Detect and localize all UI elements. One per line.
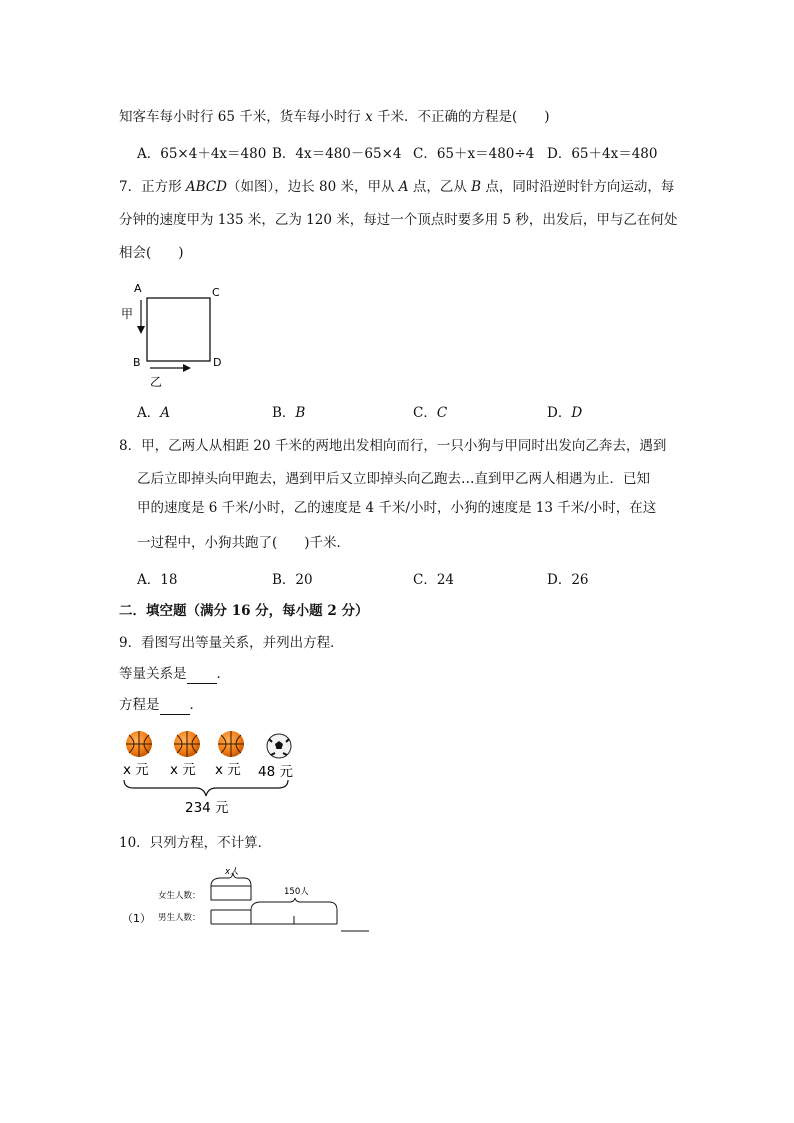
q6-option-c[interactable]: C．65＋x＝480÷4	[413, 146, 535, 162]
q9-line-3	[119, 696, 203, 715]
q7-option-d[interactable]	[547, 404, 582, 422]
q7-text-d: 点，同时沿逆时针方向运动，每	[481, 179, 675, 195]
q7-line-1	[119, 178, 674, 196]
q9-line-2	[119, 665, 230, 684]
q9-relation-label: 等量关系是	[119, 666, 187, 682]
q6-option-a[interactable]: A．65×4＋4x＝480	[137, 146, 267, 162]
q8-option-a[interactable]: A．18	[137, 572, 178, 588]
q8-option-d[interactable]: D．26	[547, 572, 589, 588]
q7-option-d-value: D	[571, 405, 583, 421]
label-A: A	[134, 282, 142, 295]
q9-equation-blank[interactable]	[160, 696, 190, 715]
q6-stem	[119, 108, 550, 126]
label-boys: 男生人数：	[158, 913, 201, 923]
label-x-people: x人	[225, 867, 239, 877]
q7-option-a-value: A	[160, 405, 170, 421]
q6-stem-text-b: 千米．不正确的方程是( )	[372, 109, 550, 125]
basketball-icon	[218, 731, 244, 757]
q7-square-figure	[115, 278, 235, 398]
q8-line-4: 一过程中，小狗共跑了( )千米．	[137, 535, 351, 551]
q7-option-b-prefix: B．	[272, 405, 296, 421]
q9-equation-end: ．	[189, 697, 203, 713]
q7-text-B: B	[471, 179, 482, 195]
q6-stem-var: x	[365, 109, 373, 125]
q9-equation-label: 方程是	[119, 697, 160, 713]
q8-line-2: 乙后立即掉头向甲跑去，遇到甲后又立即掉头向乙跑去…直到甲乙两人相遇为止．已知	[137, 471, 650, 487]
q10-bar-figure	[118, 860, 378, 935]
arrow-right-head-icon	[183, 364, 191, 372]
q7-text-A: A	[398, 179, 409, 195]
q8-line-3: 甲的速度是 6 千米/小时，乙的速度是 4 千米/小时，小狗的速度是 13 千米/小时，在这	[137, 500, 657, 516]
q7-text-a: 7．正方形	[119, 179, 186, 195]
q7-line-2: 分钟的速度甲为 135 米，乙为 120 米，每过一个顶点时要多用 5 秒，出发后，甲与乙在何处	[119, 212, 678, 228]
q9-line-1: 9．看图写出等量关系，并列出方程．	[119, 635, 344, 651]
q8-line-1: 8．甲，乙两人从相距 20 千米的两地出发相向而行，一只小狗与甲同时出发向乙奔去，遇到	[119, 438, 667, 454]
basketball-icon	[126, 731, 152, 757]
q8-option-c[interactable]: C．24	[413, 572, 455, 588]
label-150-people: 150人	[284, 887, 309, 897]
q7-text-c: 点，乙从	[408, 179, 472, 195]
q6-option-b[interactable]: B．4x＝480－65×4	[272, 146, 402, 162]
total-brace	[124, 780, 288, 796]
girls-bar	[211, 886, 251, 900]
ball-price-2: x 元	[170, 762, 196, 778]
label-C: C	[212, 286, 220, 299]
item-number: （1）	[122, 912, 151, 925]
q7-option-b-value: B	[295, 405, 306, 421]
q7-option-c-value: C	[436, 405, 448, 421]
square-shape	[147, 298, 210, 361]
basketball-icon	[174, 731, 200, 757]
q6-option-d[interactable]: D．65＋4x＝480	[547, 146, 658, 162]
ball-price-4: 48 元	[258, 764, 293, 780]
q10-line-1: 10．只列方程，不计算．	[119, 835, 272, 851]
q7-text-b: （如图），边长 80 米，甲从	[226, 179, 399, 195]
q7-option-c[interactable]	[413, 404, 447, 422]
q7-text-abcd: ABCD	[185, 179, 227, 195]
label-D: D	[213, 356, 222, 369]
q7-option-c-prefix: C．	[413, 405, 437, 421]
arrow-down-head-icon	[137, 326, 145, 334]
q7-option-b[interactable]	[272, 404, 305, 422]
q9-balls-figure	[118, 726, 318, 816]
q9-relation-blank[interactable]	[187, 665, 217, 684]
q7-option-a-prefix: A．	[137, 405, 161, 421]
q8-option-b[interactable]: B．20	[272, 572, 313, 588]
q6-stem-text-a: 知客车每小时行 65 千米，货车每小时行	[119, 109, 366, 125]
q7-line-3: 相会( )	[119, 245, 184, 261]
q7-option-a[interactable]	[137, 404, 170, 422]
ball-price-1: x 元	[123, 762, 149, 778]
q9-relation-end: ．	[216, 666, 230, 682]
label-B: B	[133, 356, 141, 369]
total-price: 234 元	[185, 800, 229, 816]
label-jia: 甲	[121, 307, 134, 321]
section-2-title: 二．填空题（满分 16 分，每小题 2 分）	[119, 603, 369, 619]
label-girls: 女生人数：	[158, 891, 201, 901]
150-brace	[251, 898, 337, 910]
q7-option-d-prefix: D．	[547, 405, 572, 421]
ball-price-3: x 元	[215, 762, 241, 778]
label-yi: 乙	[150, 375, 163, 389]
soccer-ball-icon	[267, 734, 291, 758]
